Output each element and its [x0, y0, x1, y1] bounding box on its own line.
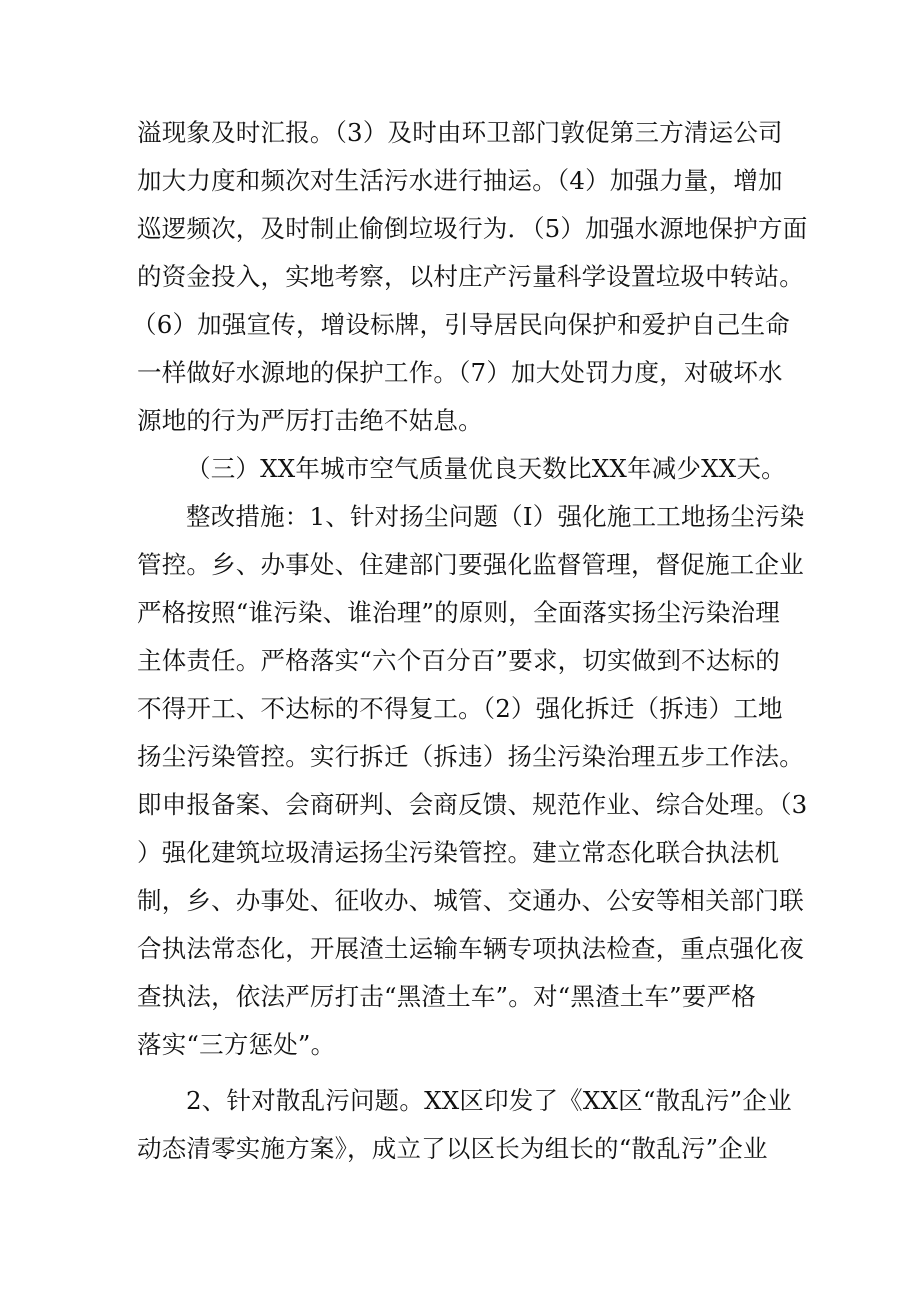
section-heading-3: （三）XX年城市空气质量优良天数比XX年减少XX天。 [186, 454, 786, 483]
text-line-11: 严格按照“谁污染、谁治理”的原则，全面落实扬尘污染治理 [137, 598, 780, 627]
text-line-17: 制，乡、办事处、征收办、城管、交通办、公安等相关部门联 [137, 886, 804, 915]
text-line-21: 2、针对散乱污问题。XX区印发了《XX区“散乱污”企业 [186, 1086, 792, 1115]
text-line-13: 不得开工、不达标的不得复工。（2）强化拆迁（拆违）工地 [137, 694, 783, 723]
text-line-19: 查执法，依法严厉打击“黑渣土车”。对“黑渣土车”要严格 [137, 982, 756, 1011]
text-line-12: 主体责任。严格落实“六个百分百”要求，切实做到不达标的 [137, 646, 780, 675]
text-line-15: 即申报备案、会商研判、会商反馈、规范作业、综合处理。（3 [137, 790, 808, 819]
text-line-18: 合执法常态化，开展渣土运输车辆专项执法检查，重点强化夜 [137, 934, 804, 963]
text-line-3: 巡逻频次，及时制止偷倒垃圾行为．（5）加强水源地保护方面 [137, 214, 808, 243]
text-line-14: 扬尘污染管控。实行拆迁（拆违）扬尘污染治理五步工作法。 [137, 742, 804, 771]
text-line-22: 动态清零实施方案》，成立了以区长为组长的“散乱污”企业 [137, 1134, 768, 1163]
text-line-1: 溢现象及时汇报。（3）及时由环卫部门敦促第三方清运公司 [137, 118, 783, 147]
text-line-5: （6）加强宣传，增设标牌，引导居民向保护和爱护自己生命 [132, 310, 790, 339]
text-line-9: 整改措施：1、针对扬尘问题（I）强化施工工地扬尘污染 [186, 502, 805, 531]
text-line-4: 的资金投入，实地考察，以村庄产污量科学设置垃圾中转站。 [137, 262, 804, 291]
text-line-20: 落实“三方惩处”。 [137, 1030, 336, 1059]
text-line-10: 管控。乡、办事处、住建部门要强化监督管理，督促施工企业 [137, 550, 804, 579]
text-line-2: 加大力度和频次对生活污水进行抽运。（4）加强力量，增加 [137, 166, 783, 195]
text-line-6: 一样做好水源地的保护工作。（7）加大处罚力度，对破坏水 [137, 358, 783, 387]
text-line-16: ）强化建筑垃圾清运扬尘污染管控。建立常态化联合执法机 [137, 838, 780, 867]
text-line-7: 源地的行为严厉打击绝不姑息。 [137, 406, 483, 435]
